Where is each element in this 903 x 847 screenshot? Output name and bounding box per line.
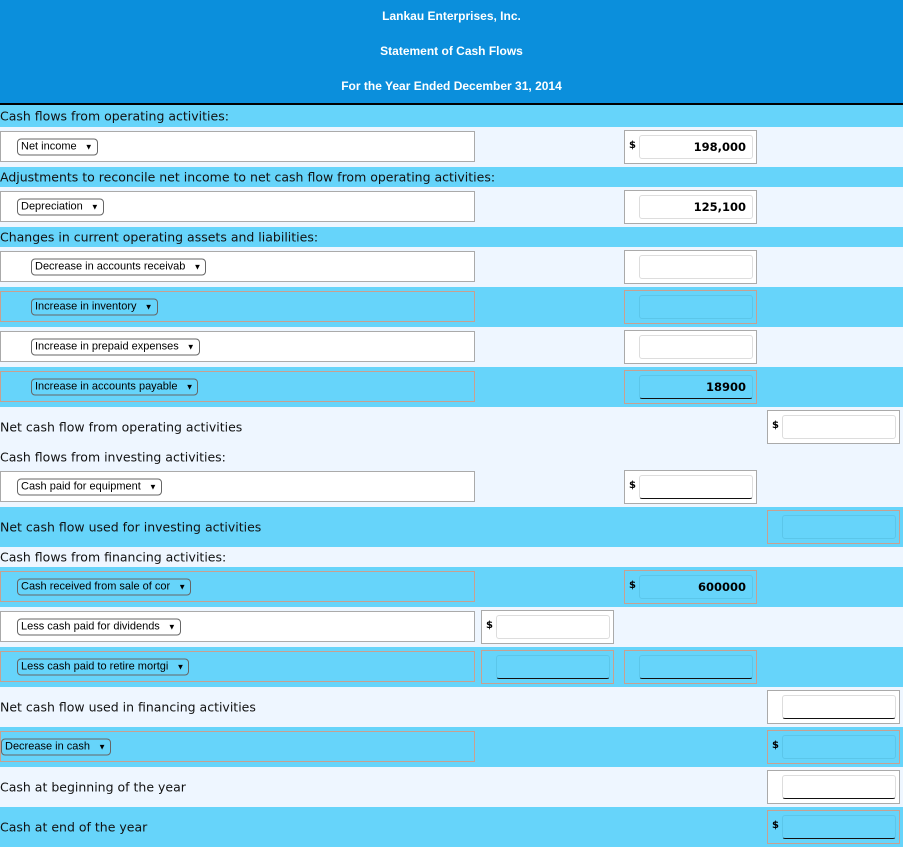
statement-row xyxy=(0,647,903,687)
statement-row xyxy=(0,187,903,227)
amount-input[interactable]: 600000 xyxy=(639,575,753,599)
row-label: Net cash flow used in financing activities xyxy=(0,699,256,715)
row-label: Cash at end of the year xyxy=(0,819,148,835)
line-item-dropdown[interactable] xyxy=(17,139,98,156)
statement-row xyxy=(0,507,903,547)
row-label: Cash at beginning of the year xyxy=(0,779,186,795)
line-item-dropdown[interactable] xyxy=(17,659,189,676)
statement-table xyxy=(0,105,903,847)
currency-symbol: $ xyxy=(772,820,779,831)
amount-cell-c2 xyxy=(624,470,757,504)
amount-cell-c2 xyxy=(624,190,757,224)
company-name: Lankau Enterprises, Inc. xyxy=(382,9,521,23)
statement-row xyxy=(0,467,903,507)
amount-cell-c1 xyxy=(481,610,614,644)
amount-input[interactable] xyxy=(639,335,753,359)
amount-cell-c2 xyxy=(624,250,757,284)
dropdown-value: Depreciation xyxy=(21,200,83,213)
currency-symbol: $ xyxy=(629,140,636,151)
line-item-dropdown[interactable] xyxy=(17,579,191,596)
row-label: Cash flows from financing activities: xyxy=(0,549,227,565)
amount-cell-c2 xyxy=(624,650,757,684)
amount-cell-c2 xyxy=(624,130,757,164)
currency-symbol: $ xyxy=(629,580,636,591)
amount-input[interactable]: 18900 xyxy=(639,375,753,399)
chevron-down-icon: ▼ xyxy=(176,662,185,672)
amount-cell-c3 xyxy=(767,510,900,544)
line-item-dropdown[interactable] xyxy=(31,379,198,396)
statement-row xyxy=(0,127,903,167)
statement-header xyxy=(0,0,903,105)
dropdown-value: Decrease in accounts receivab xyxy=(35,260,186,273)
dropdown-value: Less cash paid to retire mortgi xyxy=(21,660,169,673)
amount-input[interactable] xyxy=(496,615,610,639)
amount-cell-c3 xyxy=(767,730,900,764)
line-item-dropdown[interactable] xyxy=(17,199,104,216)
chevron-down-icon: ▼ xyxy=(148,482,157,492)
line-item-dropdown[interactable] xyxy=(1,739,111,756)
chevron-down-icon: ▼ xyxy=(90,202,99,212)
amount-input[interactable] xyxy=(639,475,753,499)
chevron-down-icon: ▼ xyxy=(193,262,202,272)
amount-cell-c3 xyxy=(767,770,900,804)
amount-input[interactable] xyxy=(782,695,896,719)
line-item-dropdown[interactable] xyxy=(31,299,158,316)
row-label: Cash flows from investing activities: xyxy=(0,449,226,465)
dropdown-value: Increase in prepaid expenses xyxy=(35,340,179,353)
dropdown-value: Increase in accounts payable xyxy=(35,380,178,393)
row-label: Net cash flow from operating activities xyxy=(0,419,243,435)
currency-symbol: $ xyxy=(772,740,779,751)
statement-row xyxy=(0,807,903,847)
amount-input[interactable] xyxy=(639,295,753,319)
line-item-dropdown[interactable] xyxy=(31,259,206,276)
line-item-dropdown[interactable] xyxy=(17,479,162,496)
amount-cell-c3 xyxy=(767,690,900,724)
chevron-down-icon: ▼ xyxy=(144,302,153,312)
chevron-down-icon: ▼ xyxy=(186,342,195,352)
dropdown-value: Less cash paid for dividends xyxy=(21,620,160,633)
amount-input[interactable] xyxy=(782,815,896,839)
currency-symbol: $ xyxy=(629,480,636,491)
amount-cell-c3 xyxy=(767,810,900,844)
statement-row xyxy=(0,727,903,767)
amount-input[interactable]: 198,000 xyxy=(639,135,753,159)
statement-row xyxy=(0,607,903,647)
row-label: Cash flows from operating activities: xyxy=(0,108,229,124)
statement-row xyxy=(0,767,903,807)
section-heading xyxy=(0,547,903,567)
amount-input[interactable] xyxy=(782,415,896,439)
amount-input[interactable] xyxy=(782,735,896,759)
row-label: Changes in current operating assets and liabilities: xyxy=(0,229,319,245)
row-label: Net cash flow used for investing activities xyxy=(0,519,262,535)
dropdown-value: Net income xyxy=(21,140,77,153)
amount-input[interactable] xyxy=(639,655,753,679)
amount-cell-c2 xyxy=(624,290,757,324)
dropdown-value: Cash paid for equipment xyxy=(21,480,141,493)
chevron-down-icon: ▼ xyxy=(185,382,194,392)
amount-cell-c1 xyxy=(481,650,614,684)
currency-symbol: $ xyxy=(772,420,779,431)
amount-input[interactable] xyxy=(782,775,896,799)
amount-input[interactable] xyxy=(782,515,896,539)
line-item-dropdown[interactable] xyxy=(31,339,200,356)
dropdown-value: Cash received from sale of cor xyxy=(21,580,171,593)
statement-title: Statement of Cash Flows xyxy=(380,44,523,58)
statement-row xyxy=(0,327,903,367)
section-heading xyxy=(0,167,903,187)
section-heading xyxy=(0,227,903,247)
section-heading xyxy=(0,447,903,467)
statement-row xyxy=(0,287,903,327)
line-item-dropdown[interactable] xyxy=(17,619,181,636)
amount-input[interactable] xyxy=(639,255,753,279)
currency-symbol: $ xyxy=(486,620,493,631)
amount-cell-c3 xyxy=(767,410,900,444)
statement-row xyxy=(0,687,903,727)
section-heading xyxy=(0,105,903,127)
dropdown-value: Decrease in cash xyxy=(5,740,90,753)
statement-period: For the Year Ended December 31, 2014 xyxy=(341,79,562,93)
chevron-down-icon: ▼ xyxy=(167,622,176,632)
dropdown-value: Increase in inventory xyxy=(35,300,137,313)
chevron-down-icon: ▼ xyxy=(98,742,106,752)
amount-cell-c2 xyxy=(624,570,757,604)
amount-input[interactable]: 125,100 xyxy=(639,195,753,219)
amount-input[interactable] xyxy=(496,655,610,679)
row-label: Adjustments to reconcile net income to net cash flow from operating activities: xyxy=(0,169,496,185)
statement-row xyxy=(0,247,903,287)
chevron-down-icon: ▼ xyxy=(84,142,93,152)
statement-row xyxy=(0,407,903,447)
chevron-down-icon: ▼ xyxy=(178,582,187,592)
amount-cell-c2 xyxy=(624,370,757,404)
statement-row xyxy=(0,567,903,607)
statement-row xyxy=(0,367,903,407)
amount-cell-c2 xyxy=(624,330,757,364)
